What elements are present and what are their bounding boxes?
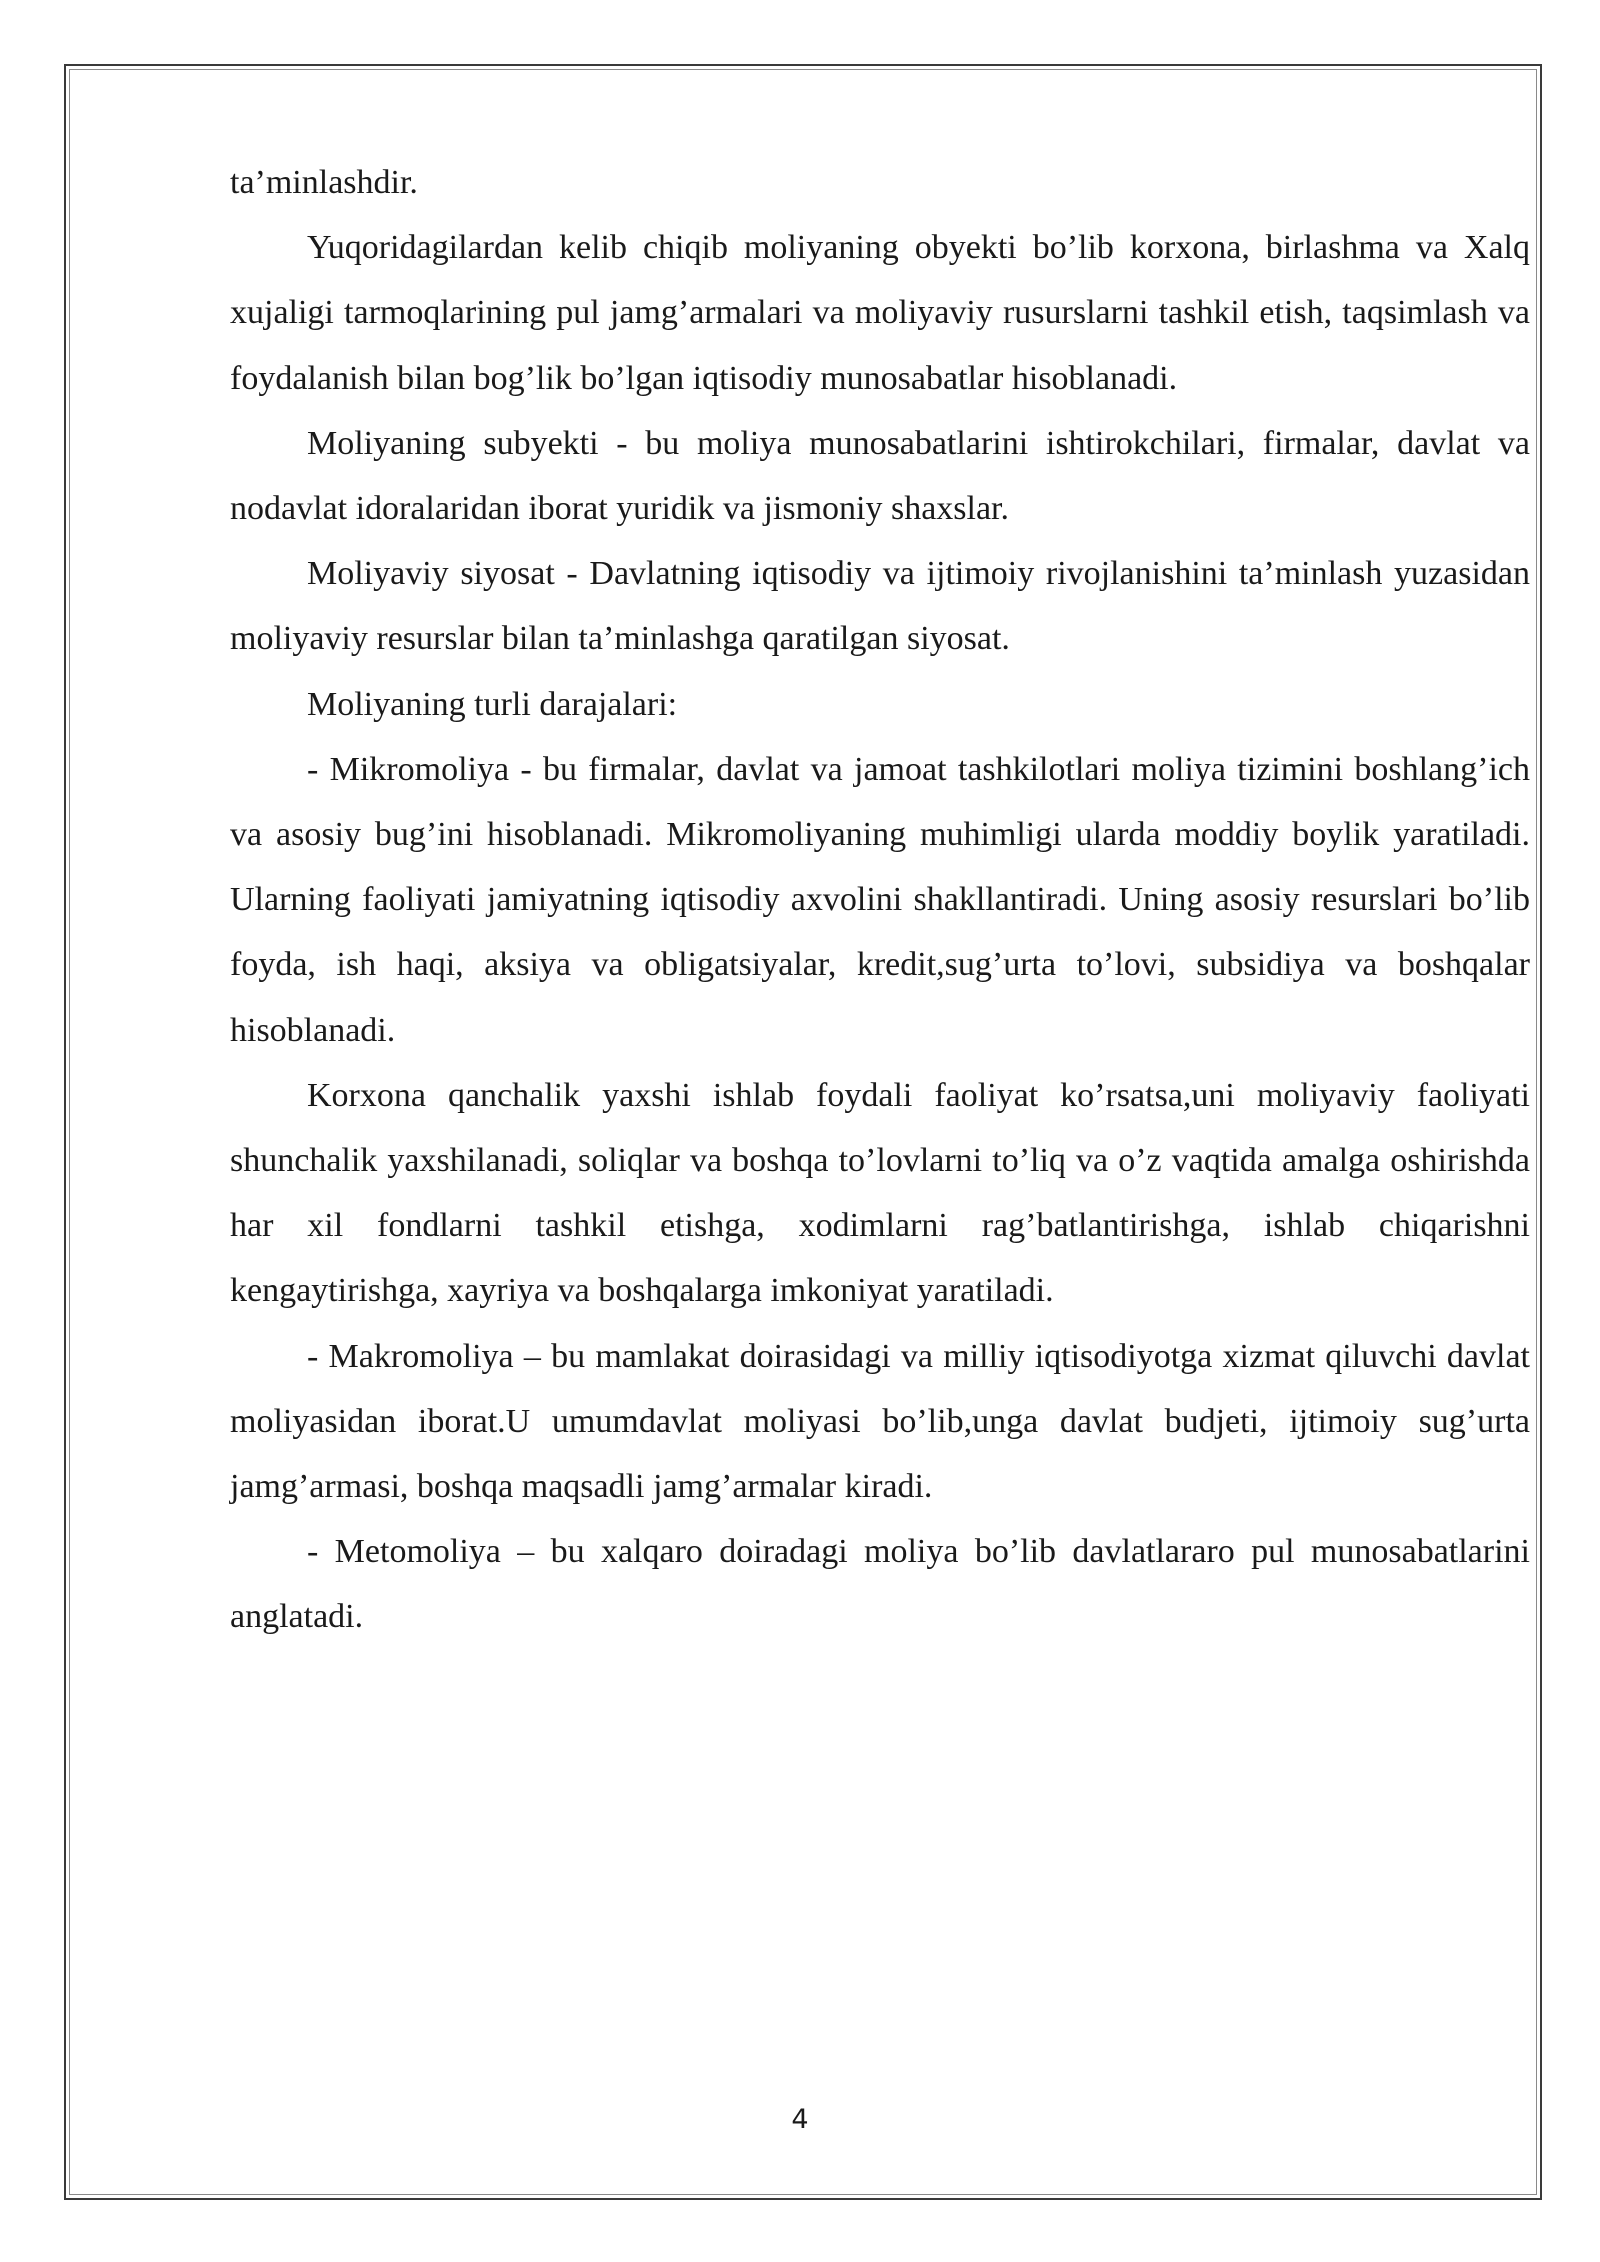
paragraph-financial-policy: Moliyaviy siyosat - Davlatning iqtisodiy va ijtimoiy rivojlanishini ta’minlash yuzasidan moliyaviy resurslar bilan ta’minlashga qaratilgan siyosat. <box>230 555 1530 658</box>
document-body <box>230 150 1530 1650</box>
paragraph-object-of-finance: Yuqoridagilardan kelib chiqib moliyaning obyekti bo’lib korxona, birlashma va Xalq xujaligi tarmoqlarining pul jamg’armalari va moliyaviy rusurslarni tashkil etish, taqsimlash va foydalanish bilan bog’lik bo’lgan iqtisodiy munosabatlar hisoblanadi. <box>230 229 1530 397</box>
paragraph-macrofinance: - Makromoliya – bu mamlakat doirasidagi va milliy iqtisodiyotga xizmat qiluvchi davlat moliyasidan iborat.U umumdavlat moliyasi bo’lib,unga davlat budjeti, ijtimoiy sug’urta jamg’armasi, boshqa maqsadli jamg’armalar kiradi. <box>230 1337 1530 1506</box>
paragraph-continuation: ta’minlashdir. <box>230 164 418 201</box>
paragraph-levels-heading: Moliyaning turli darajalari: <box>307 685 678 723</box>
paragraph-metafinance: - Metomoliya – bu xalqaro doiradagi moliya bo’lib davlatlararo pul munosabatlarini anglatadi. <box>230 1533 1530 1636</box>
paragraph-microfinance: - Mikromoliya - bu firmalar, davlat va jamoat tashkilotlari moliya tizimini boshlang’ich va asosiy bug’ini hisoblanadi. Mikromoliyaning muhimligi ularda moddiy boylik yaratiladi. Ularning faoliyati jamiyatning iqtisodiy axvolini shakllantiradi. Uning asosiy resurslari bo’lib foyda, ish haqi, aksiya va obligatsiyalar, kredit,sug’urta to’lovi, subsidiya va boshqalar hisoblanadi. <box>230 750 1530 1049</box>
page-number: 4 <box>791 2104 809 2135</box>
paragraph-subject-of-finance: Moliyaning subyekti - bu moliya munosabatlarini ishtirokchilari, firmalar, davlat va nodavlat idoralaridan iborat yuridik va jismoniy shaxslar. <box>230 424 1530 528</box>
paragraph-enterprise: Korxona qanchalik yaxshi ishlab foydali faoliyat ko’rsatsa,uni moliyaviy faoliyati shunchalik yaxshilanadi, soliqlar va boshqa to’lovlarni to’liq va o’z vaqtida amalga oshirishda har xil fondlarni tashkil etishga, xodimlarni rag’batlantirishga, ishlab chiqarishni kengaytirishga, xayriya va boshqalarga imkoniyat yaratiladi. <box>230 1076 1530 1310</box>
